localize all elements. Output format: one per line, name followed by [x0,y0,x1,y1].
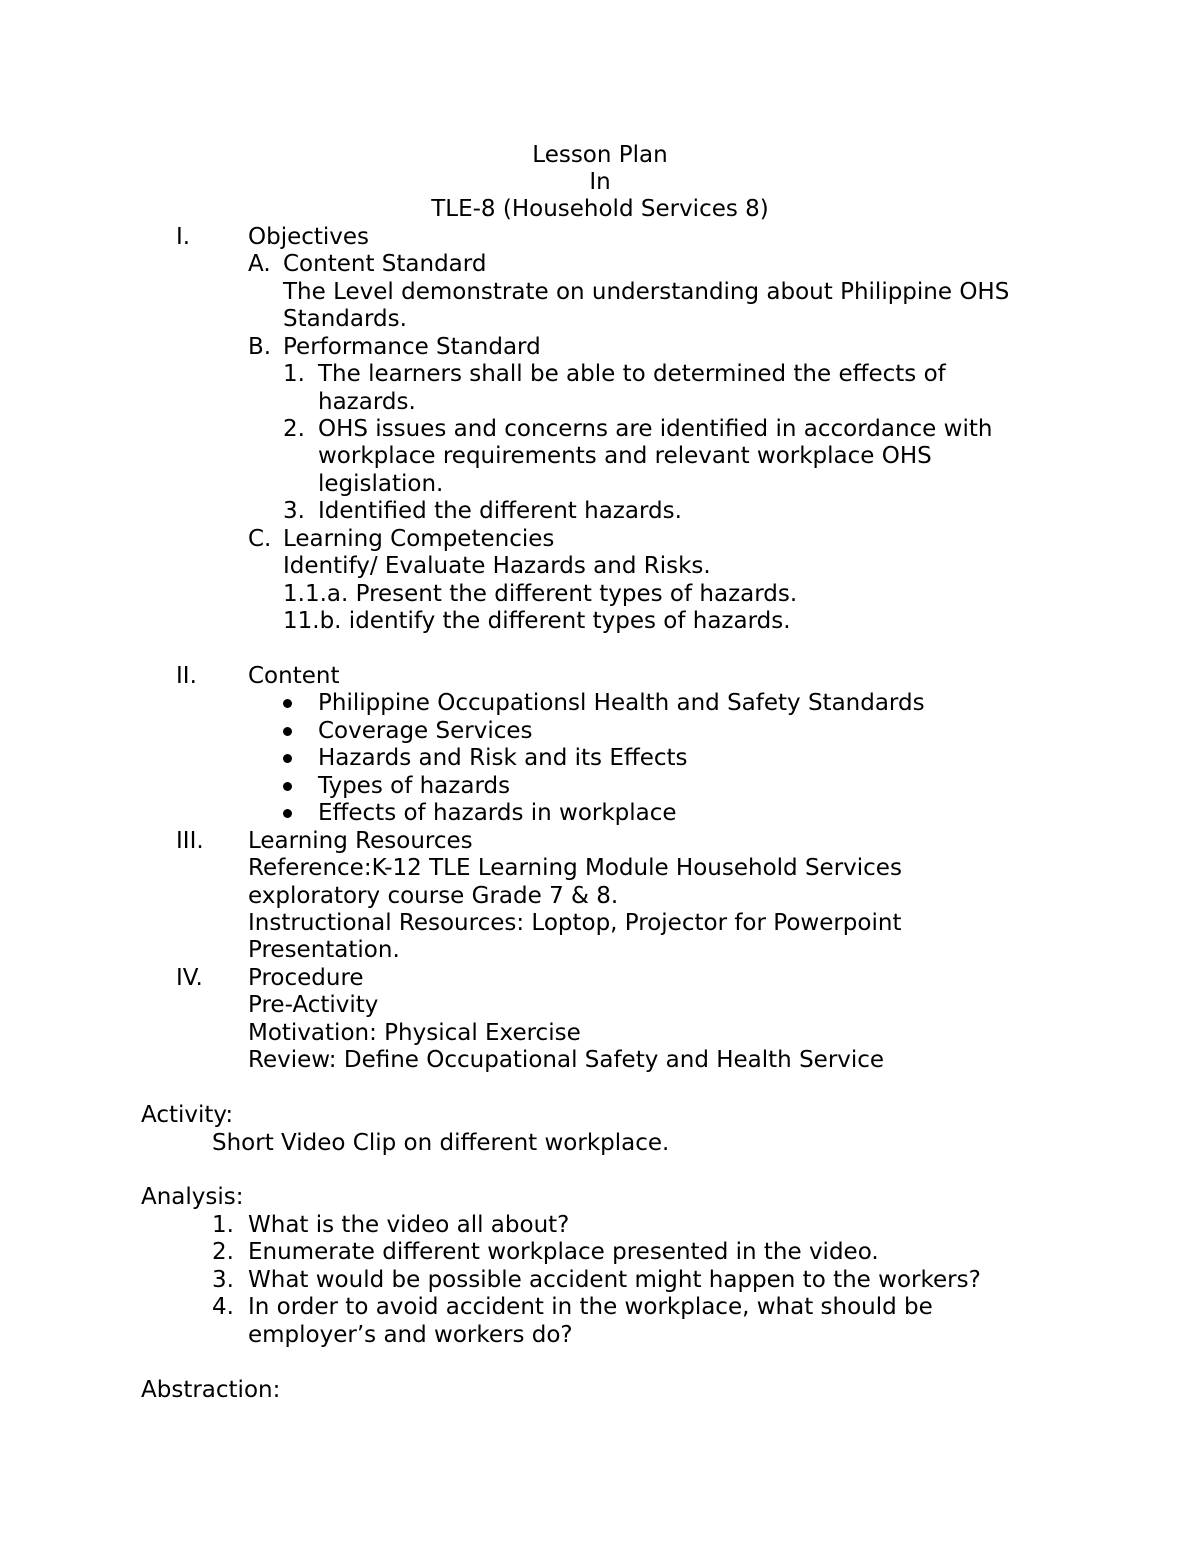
analysis-heading: Analysis: [141,1184,244,1210]
list-number: 3. [212,1267,234,1293]
list-item-text: The learners shall be able to determined the effects of [318,361,946,387]
bullet-icon [283,800,292,827]
bullet-item: Philippine Occupationsl Health and Safety Standards [318,690,925,716]
bullet-item: Effects of hazards in workplace [318,800,677,826]
section-heading-procedure: Procedure [248,965,364,991]
document-subject: TLE-8 (Household Services 8) [431,196,769,222]
section-numeral-procedure: IV. [176,965,203,991]
activity-text: Short Video Clip on different workplace. [212,1130,670,1156]
analysis-question: What is the video all about? [248,1212,570,1238]
list-number: 3. [283,498,305,524]
section-numeral-objectives: I. [176,224,191,250]
section-numeral-resources: III. [176,828,204,854]
list-number: 2. [283,416,305,442]
bullet-icon [283,690,292,717]
resources-line: Reference:K-12 TLE Learning Module Household Services [248,855,902,881]
list-number: 1. [212,1212,234,1238]
analysis-question: Enumerate different workplace presented in the video. [248,1239,879,1265]
analysis-question: In order to avoid accident in the workplace, what should be [248,1294,933,1320]
activity-heading: Activity: [141,1102,234,1128]
subsection-letter: A. [248,251,271,277]
bullet-item: Hazards and Risk and its Effects [318,745,688,771]
list-number: 4. [212,1294,234,1320]
analysis-question: What would be possible accident might happen to the workers? [248,1267,981,1293]
list-number: 2. [212,1239,234,1265]
procedure-line: Review: Define Occupational Safety and Health Service [248,1047,885,1073]
competency-item: 1.1.a. Present the different types of hazards. [283,581,798,607]
competency-item: 11.b. identify the different types of hazards. [283,608,791,634]
subsection-letter: C. [248,526,272,552]
document-subtitle-in: In [589,169,611,195]
analysis-question: employer’s and workers do? [248,1322,573,1348]
procedure-line: Motivation: Physical Exercise [248,1020,581,1046]
bullet-icon [283,718,292,745]
bullet-item: Coverage Services [318,718,533,744]
list-item-text: OHS issues and concerns are identified in accordance with [318,416,993,442]
content-standard-text: The Level demonstrate on understanding about Philippine OHS [283,279,1010,305]
resources-line: Instructional Resources: Loptop, Projector for Powerpoint [248,910,902,936]
subsection-letter: B. [248,334,272,360]
procedure-line: Pre-Activity [248,992,379,1018]
list-item-text: workplace requirements and relevant workplace OHS [318,443,932,469]
subsection-label-learning-competencies: Learning Competencies [283,526,555,552]
abstraction-heading: Abstraction: [141,1377,281,1403]
resources-line: Presentation. [248,937,400,963]
section-heading-objectives: Objectives [248,224,370,250]
section-heading-resources: Learning Resources [248,828,473,854]
subsection-label-content-standard: Content Standard [283,251,487,277]
bullet-icon [283,773,292,800]
list-item-text: Identified the different hazards. [318,498,682,524]
section-heading-content: Content [248,663,340,689]
subsection-label-performance-standard: Performance Standard [283,334,541,360]
list-item-text: hazards. [318,389,416,415]
list-item-text: legislation. [318,471,444,497]
document-title: Lesson Plan [532,142,668,168]
learning-competencies-text: Identify/ Evaluate Hazards and Risks. [283,553,711,579]
bullet-item: Types of hazards [318,773,511,799]
section-numeral-content: II. [176,663,197,689]
resources-line: exploratory course Grade 7 & 8. [248,883,619,909]
bullet-icon [283,745,292,772]
content-standard-text: Standards. [283,306,407,332]
list-number: 1. [283,361,305,387]
